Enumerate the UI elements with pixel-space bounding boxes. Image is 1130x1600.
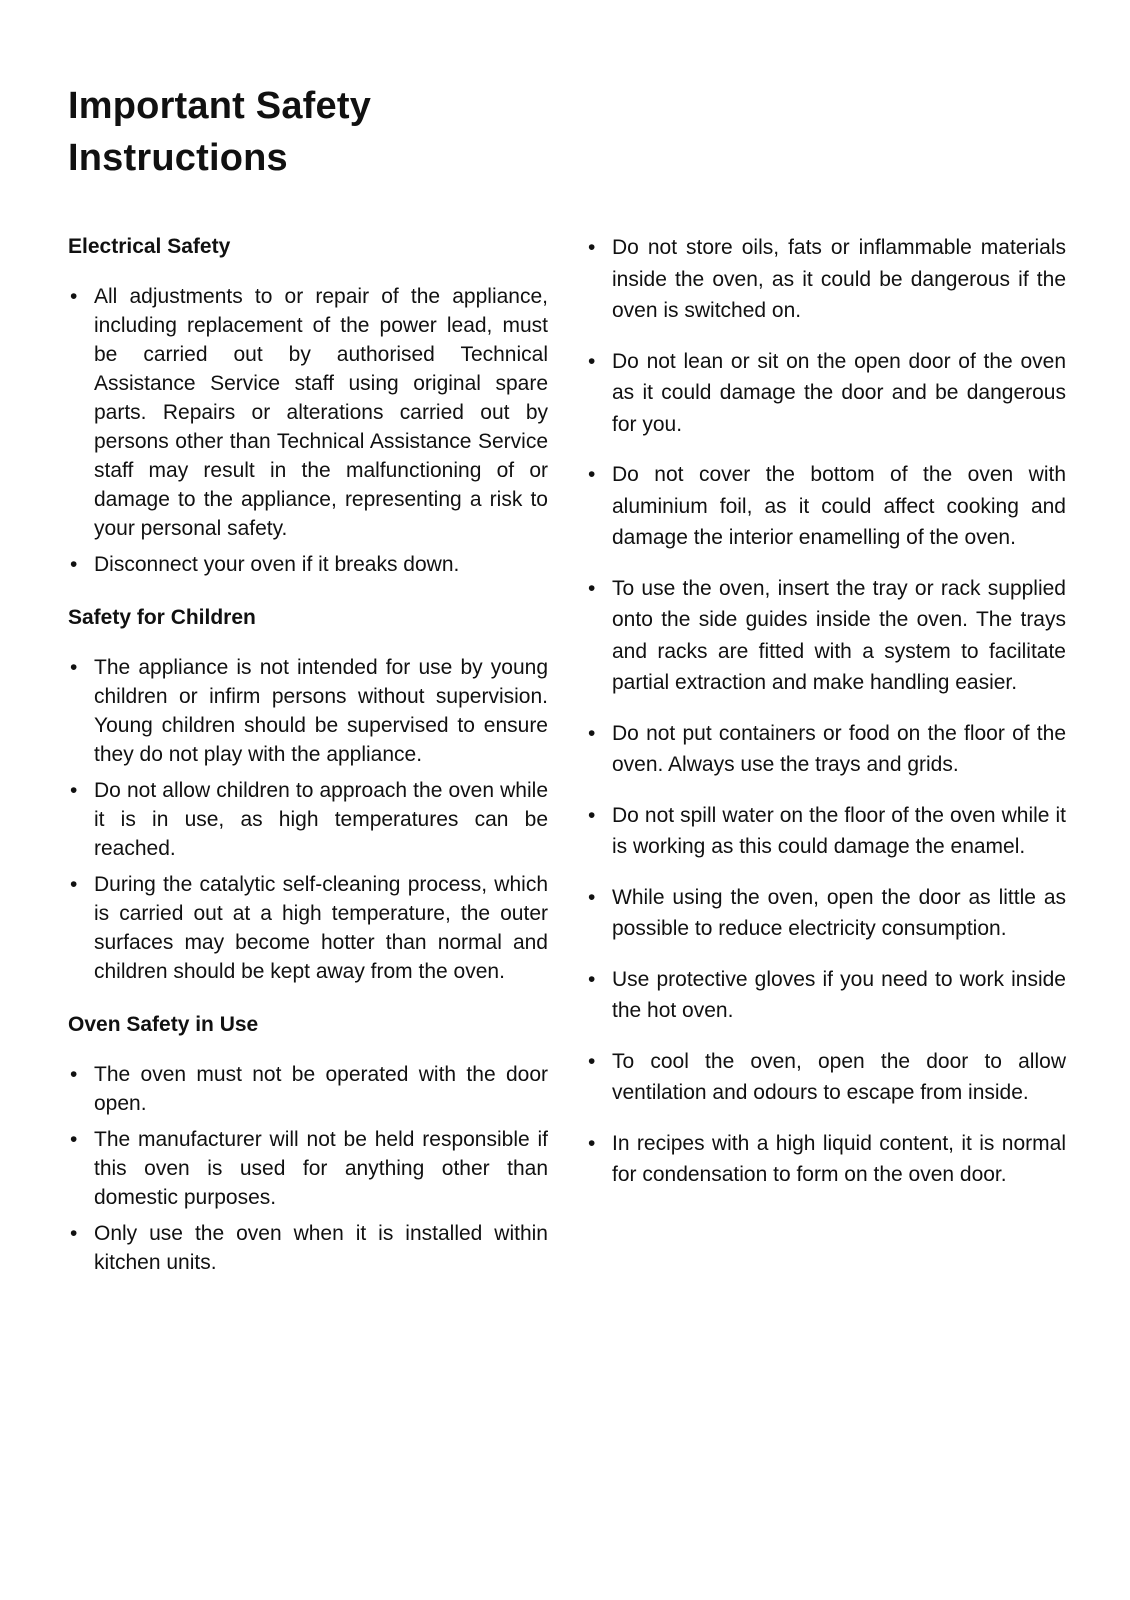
bullet-icon: •	[70, 1063, 78, 1086]
list-item-text: Do not cover the bottom of the oven with aluminium foil, as it could affect cooking and damage the interior enamelling of the oven.	[612, 463, 1066, 549]
list-item	[68, 550, 548, 579]
list-item	[586, 573, 1066, 699]
list-item	[68, 1060, 548, 1118]
list-item-text: While using the oven, open the door as little as possible to reduce electricity consumption.	[612, 885, 1066, 940]
list-item-text: The manufacturer will not be held responsible if this oven is used for anything other than domestic purposes.	[94, 1128, 548, 1209]
electrical-safety-list	[68, 282, 548, 579]
list-item	[586, 1128, 1066, 1191]
bullet-icon: •	[70, 779, 78, 802]
list-item	[586, 882, 1066, 945]
list-item	[68, 282, 548, 543]
bullet-icon: •	[70, 873, 78, 896]
list-item-text: Do not lean or sit on the open door of the oven as it could damage the door and be dangerous for you.	[612, 349, 1066, 436]
bullet-icon: •	[70, 656, 78, 679]
list-item-text: Use protective gloves if you need to work inside the hot oven.	[612, 967, 1066, 1022]
oven-safety-continued-list	[586, 232, 1066, 1191]
list-item-text: Do not put containers or food on the floor of the oven. Always use the trays and grids.	[612, 721, 1066, 776]
list-item-text: Do not spill water on the floor of the oven while it is working as this could damage the enamel.	[612, 803, 1066, 858]
page-title-line-2: Instructions	[68, 137, 288, 179]
bullet-icon: •	[70, 1128, 78, 1151]
page-title-line-1: Important Safety	[68, 85, 372, 127]
list-item-text: Do not allow children to approach the oven while it is in use, as high temperatures can be reached.	[94, 779, 548, 860]
left-column	[68, 232, 548, 1301]
bullet-icon: •	[588, 463, 596, 486]
list-item	[586, 1046, 1066, 1109]
safety-for-children-list	[68, 653, 548, 986]
list-item	[586, 964, 1066, 1027]
list-item	[68, 1219, 548, 1277]
list-item-text: Disconnect your oven if it breaks down.	[94, 553, 460, 576]
page-title	[68, 80, 371, 184]
bullet-icon: •	[70, 285, 78, 308]
list-item-text: To cool the oven, open the door to allow ventilation and odours to escape from inside.	[612, 1049, 1066, 1104]
list-item	[68, 870, 548, 986]
list-item-text: All adjustments to or repair of the appliance, including replacement of the power lead, must be carried out by authorised Technical Assistance Service staff using original spare parts. Repairs or alterations carried out by persons other than Technical Assistance Service staff may result in the malfunctioning of or damage to the appliance, representing a risk to your personal safety.	[94, 285, 548, 540]
section-heading-electrical-safety: Electrical Safety	[68, 235, 231, 258]
list-item	[586, 459, 1066, 554]
list-item	[586, 232, 1066, 327]
list-item-text: During the catalytic self-cleaning process, which is carried out at a high temperature, the outer surfaces may become hotter than normal and children should be kept away from the oven.	[94, 873, 548, 983]
list-item	[68, 653, 548, 769]
bullet-icon: •	[588, 1049, 596, 1073]
bullet-icon: •	[588, 721, 596, 745]
list-item-text: To use the oven, insert the tray or rack supplied onto the side guides inside the oven. The trays and racks are fitted with a system to facilitate partial extraction and make handling easier.	[612, 576, 1066, 694]
right-column	[586, 232, 1066, 1210]
list-item-text: Only use the oven when it is installed within kitchen units.	[94, 1222, 548, 1274]
list-item	[68, 1125, 548, 1212]
bullet-icon: •	[588, 885, 596, 909]
list-item-text: The oven must not be operated with the door open.	[94, 1063, 548, 1115]
list-item	[586, 346, 1066, 441]
section-heading-safety-for-children: Safety for Children	[68, 606, 256, 629]
bullet-icon: •	[70, 553, 78, 576]
list-item	[586, 800, 1066, 863]
list-item-text: In recipes with a high liquid content, it is normal for condensation to form on the oven door.	[612, 1131, 1066, 1186]
bullet-icon: •	[588, 576, 596, 600]
bullet-icon: •	[70, 1222, 78, 1245]
oven-safety-in-use-list	[68, 1060, 548, 1277]
list-item	[68, 776, 548, 863]
bullet-icon: •	[588, 349, 596, 373]
section-heading-oven-safety-in-use: Oven Safety in Use	[68, 1013, 259, 1036]
bullet-icon: •	[588, 236, 596, 259]
bullet-icon: •	[588, 803, 596, 827]
list-item-text: The appliance is not intended for use by young children or infirm persons without supervision. Young children should be supervised to ensure they do not play with the appliance.	[94, 656, 548, 766]
bullet-icon: •	[588, 967, 596, 991]
list-item-text: Do not store oils, fats or inflammable materials inside the oven, as it could be dangerous if the oven is switched on.	[612, 236, 1066, 322]
bullet-icon: •	[588, 1131, 596, 1155]
list-item	[586, 718, 1066, 781]
